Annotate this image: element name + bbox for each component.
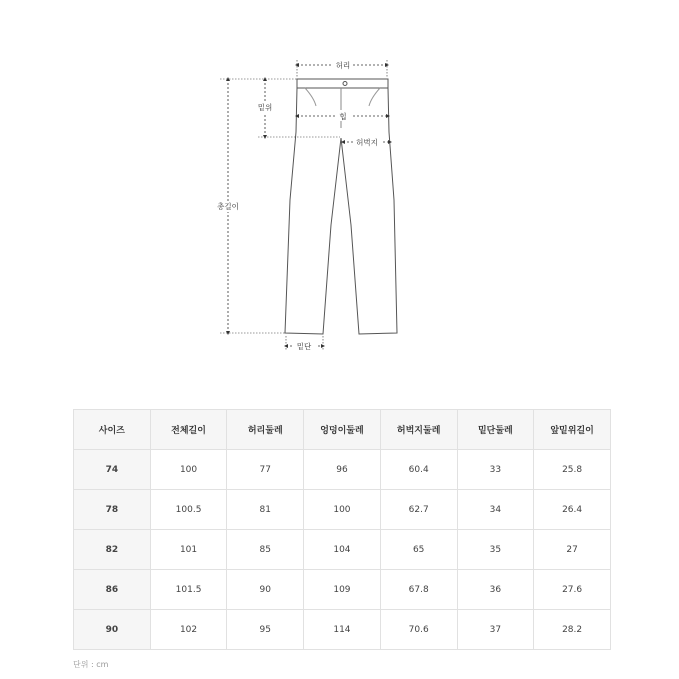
length-dimension xyxy=(214,79,297,333)
table-cell: 100 xyxy=(304,490,381,530)
label-hip: 힙 xyxy=(339,112,347,121)
label-thigh: 허벅지 xyxy=(356,138,378,147)
header-front-rise: 앞밑위길이 xyxy=(534,410,611,450)
size-table xyxy=(73,409,611,650)
table-cell: 27.6 xyxy=(534,570,611,610)
header-hem: 밑단둘레 xyxy=(457,410,534,450)
table-cell: 95 xyxy=(227,610,304,650)
table-cell: 25.8 xyxy=(534,450,611,490)
table-row xyxy=(74,450,611,490)
header-waist: 허리둘레 xyxy=(227,410,304,450)
hem-dimension xyxy=(286,336,323,351)
label-hem: 밑단 xyxy=(296,342,312,351)
thigh-dimension xyxy=(343,136,390,147)
table-cell: 26.4 xyxy=(534,490,611,530)
table-cell: 101.5 xyxy=(150,570,227,610)
table-cell: 65 xyxy=(380,530,457,570)
table-cell: 109 xyxy=(304,570,381,610)
unit-note: 단위 : cm xyxy=(73,660,109,669)
size-cell: 78 xyxy=(74,490,151,530)
table-cell: 85 xyxy=(227,530,304,570)
header-total-length: 전체길이 xyxy=(150,410,227,450)
table-cell: 102 xyxy=(150,610,227,650)
table-cell: 101 xyxy=(150,530,227,570)
header-hip: 엉덩이둘레 xyxy=(304,410,381,450)
header-thigh: 허벅지둘레 xyxy=(380,410,457,450)
table-cell: 36 xyxy=(457,570,534,610)
table-cell: 114 xyxy=(304,610,381,650)
table-cell: 96 xyxy=(304,450,381,490)
size-cell: 74 xyxy=(74,450,151,490)
table-cell: 70.6 xyxy=(380,610,457,650)
table-row xyxy=(74,610,611,650)
table-cell: 81 xyxy=(227,490,304,530)
table-cell: 100.5 xyxy=(150,490,227,530)
table-cell: 62.7 xyxy=(380,490,457,530)
table-cell: 77 xyxy=(227,450,304,490)
label-waist: 허리 xyxy=(335,61,351,70)
label-length: 총길이 xyxy=(217,202,239,211)
table-cell: 27 xyxy=(534,530,611,570)
label-rise: 밑위 xyxy=(257,103,273,112)
table-cell: 60.4 xyxy=(380,450,457,490)
table-cell: 67.8 xyxy=(380,570,457,610)
header-size: 사이즈 xyxy=(74,410,151,450)
table-cell: 34 xyxy=(457,490,534,530)
table-cell: 90 xyxy=(227,570,304,610)
size-cell: 82 xyxy=(74,530,151,570)
size-cell: 86 xyxy=(74,570,151,610)
table-cell: 37 xyxy=(457,610,534,650)
table-cell: 33 xyxy=(457,450,534,490)
table-cell: 28.2 xyxy=(534,610,611,650)
hip-dimension xyxy=(297,110,388,121)
table-header-row xyxy=(74,410,611,450)
table-cell: 100 xyxy=(150,450,227,490)
size-cell: 90 xyxy=(74,610,151,650)
table-row xyxy=(74,570,611,610)
table-row xyxy=(74,530,611,570)
waist-dimension xyxy=(297,59,387,78)
table-cell: 104 xyxy=(304,530,381,570)
table-cell: 35 xyxy=(457,530,534,570)
table-row xyxy=(74,490,611,530)
